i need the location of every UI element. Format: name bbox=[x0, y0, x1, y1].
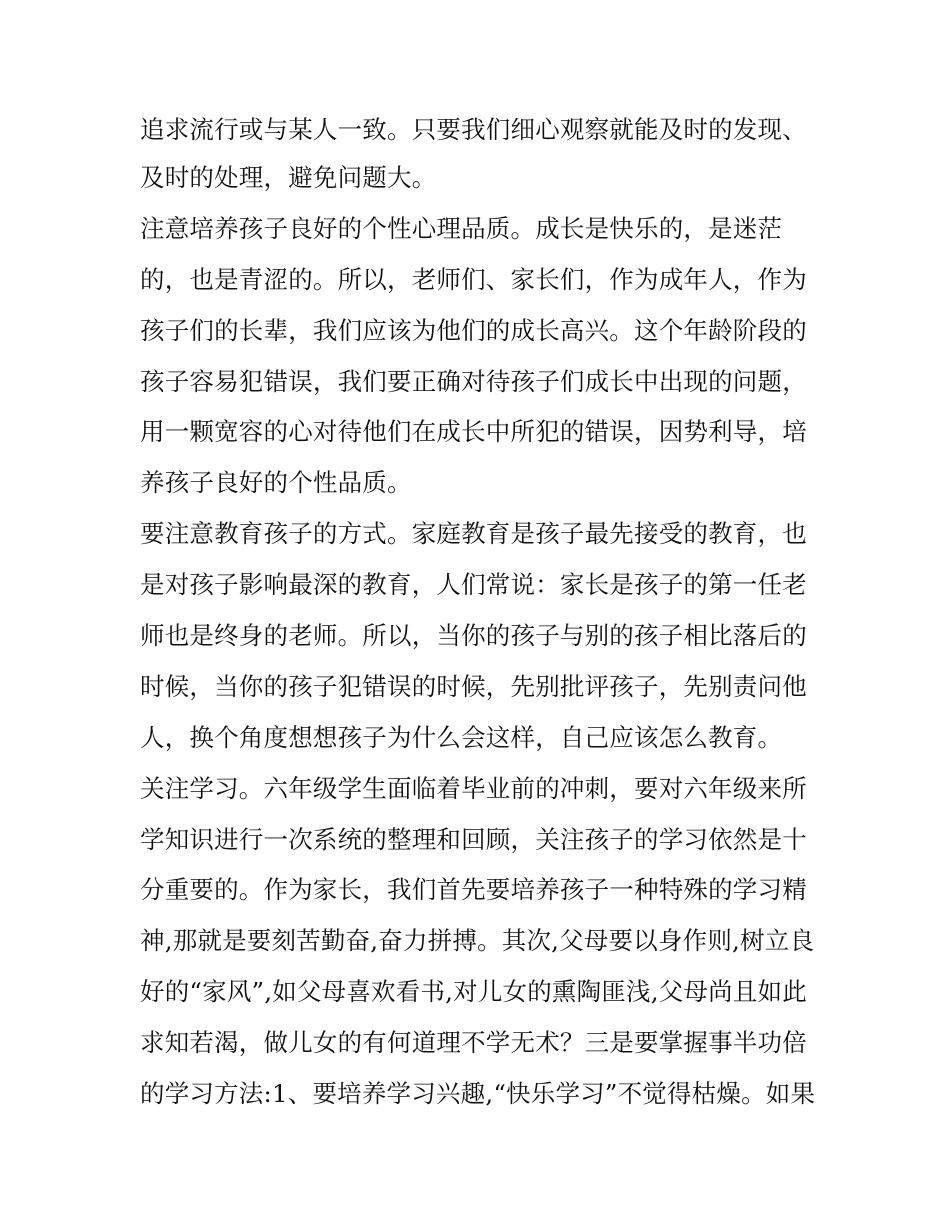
text-line-5: 孩子们的长辈，我们应该为他们的成长高兴。这个年龄阶段的 bbox=[140, 315, 807, 345]
text-line-10: 是对孩子影响最深的教育，人们常说：家长是孩子的第一任老 bbox=[140, 570, 807, 600]
text-line-12: 时候，当你的孩子犯错误的时候，先别批评孩子，先别责问他 bbox=[140, 671, 807, 701]
text-line-19: 求知若渴，做儿女的有何道理不学无术？三是要掌握事半功倍 bbox=[140, 1028, 807, 1058]
text-line-1: 追求流行或与某人一致。只要我们细心观察就能及时的发现、 bbox=[140, 115, 807, 144]
text-line-9: 要注意教育孩子的方式。家庭教育是孩子最先接受的教育，也 bbox=[140, 519, 807, 549]
text-line-2: 及时的处理，避免问题大。 bbox=[140, 163, 437, 192]
text-line-13: 人，换个角度想想孩子为什么会这样，自己应该怎么教育。 bbox=[140, 722, 783, 752]
text-line-17: 神,那就是要刻苦勤奋,奋力拼搏。其次,父母要以身作则,树立良 bbox=[140, 926, 815, 956]
text-line-8: 养孩子良好的个性品质。 bbox=[140, 468, 412, 498]
text-line-6: 孩子容易犯错误，我们要正确对待孩子们成长中出现的问题， bbox=[140, 366, 807, 396]
text-line-3: 注意培养孩子良好的个性心理品质。成长是快乐的，是迷茫 bbox=[140, 213, 783, 243]
text-line-20: 的学习方法:1、要培养学习兴趣,“快乐学习”不觉得枯燥。如果 bbox=[140, 1079, 816, 1109]
text-line-4: 的，也是青涩的。所以，老师们、家长们，作为成年人，作为 bbox=[140, 264, 807, 294]
text-line-18: 好的“家风”,如父母喜欢看书,对儿女的熏陶匪浅,父母尚且如此 bbox=[140, 977, 807, 1007]
text-line-7: 用一颗宽容的心对待他们在成长中所犯的错误，因势利导，培 bbox=[140, 417, 807, 447]
text-line-14: 关注学习。六年级学生面临着毕业前的冲刺，要对六年级来所 bbox=[140, 773, 807, 803]
body-text bbox=[140, 106, 820, 1120]
text-line-15: 学知识进行一次系统的整理和回顾，关注孩子的学习依然是十 bbox=[140, 824, 807, 854]
text-line-11: 师也是终身的老师。所以，当你的孩子与别的孩子相比落后的 bbox=[140, 621, 807, 651]
text-line-16: 分重要的。作为家长，我们首先要培养孩子一种特殊的学习精 bbox=[140, 875, 807, 905]
